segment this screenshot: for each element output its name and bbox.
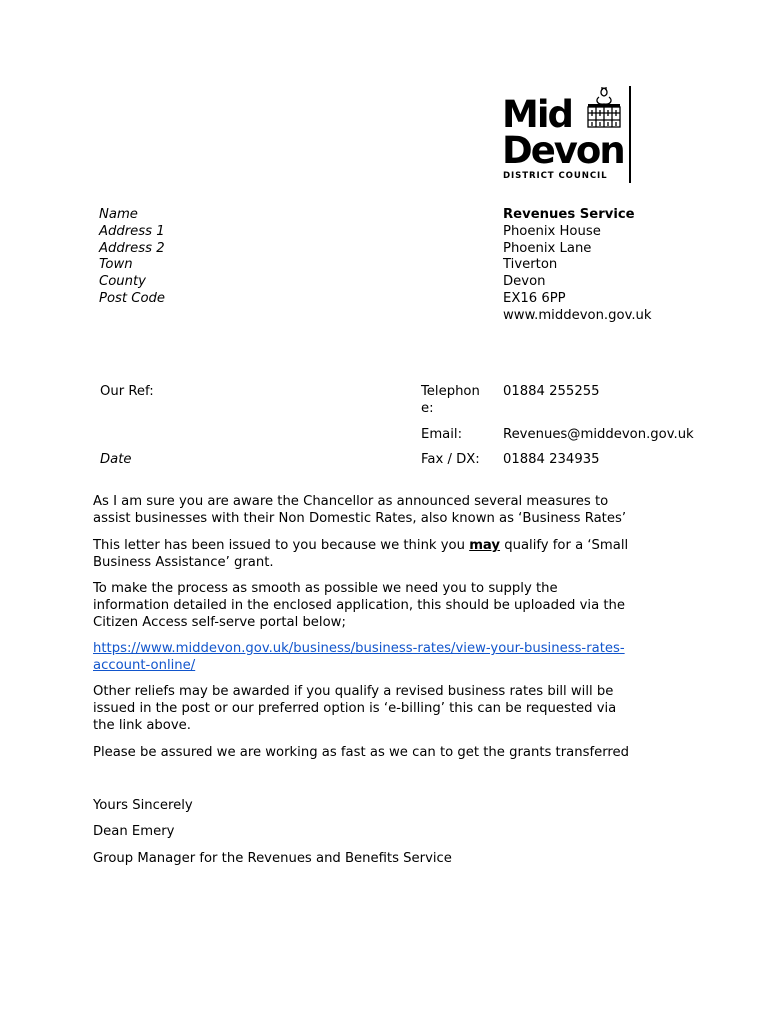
our-ref-label: Our Ref: xyxy=(100,384,154,399)
paragraph-text: This letter has been issued to you because we think you xyxy=(93,538,470,553)
paragraph-line: Business Assistance’ grant. xyxy=(93,554,274,570)
telephone-label xyxy=(421,384,480,418)
logo-text-mid: Mid xyxy=(502,93,572,136)
council-crest-icon xyxy=(585,86,623,130)
paragraph-instructions xyxy=(93,581,693,631)
signatory-title: Group Manager for the Revenues and Benefits Service xyxy=(93,851,452,866)
email-label: Email: xyxy=(421,427,463,442)
sender-building: Phoenix House xyxy=(503,223,601,239)
sender-website: www.middevon.gov.uk xyxy=(503,307,652,323)
fax-value: 01884 234935 xyxy=(503,452,600,467)
sender-town: Tiverton xyxy=(503,257,558,273)
recipient-address xyxy=(99,207,165,308)
portal-link[interactable] xyxy=(93,641,693,675)
portal-link-line-2[interactable]: account-online/ xyxy=(93,657,196,673)
recipient-county: County xyxy=(99,274,146,290)
telephone-label-line-2: e: xyxy=(421,400,434,416)
portal-link-line-1[interactable]: https://www.middevon.gov.uk/business/business-rates/view-your-business-rates- xyxy=(93,641,625,656)
sender-street: Phoenix Lane xyxy=(503,240,592,256)
paragraph-line: To make the process as smooth as possible we need you to supply the xyxy=(93,581,558,596)
paragraph-eligibility xyxy=(93,538,693,572)
paragraph-reliefs xyxy=(93,684,693,734)
paragraph-line: As I am sure you are aware the Chancellor as announced several measures to xyxy=(93,494,609,509)
fax-label: Fax / DX: xyxy=(421,452,480,467)
paragraph-chancellor xyxy=(93,494,693,528)
email-value: Revenues@middevon.gov.uk xyxy=(503,427,694,442)
sender-department: Revenues Service xyxy=(503,207,635,222)
paragraph-line: the link above. xyxy=(93,717,191,733)
telephone-value: 01884 255255 xyxy=(503,384,600,399)
recipient-address-2: Address 2 xyxy=(99,240,165,256)
signatory-name: Dean Emery xyxy=(93,824,175,839)
paragraph-line: Citizen Access self-serve portal below; xyxy=(93,614,346,630)
logo-subtitle: DISTRICT COUNCIL xyxy=(503,171,608,181)
sender-address xyxy=(503,207,652,325)
paragraph-line: Other reliefs may be awarded if you qualify a revised business rates bill will be xyxy=(93,684,614,699)
recipient-town: Town xyxy=(99,257,133,273)
date-label: Date xyxy=(100,452,132,467)
recipient-postcode: Post Code xyxy=(99,290,166,306)
paragraph-text: qualify for a ‘Small xyxy=(500,538,629,553)
paragraph-line: issued in the post or our preferred option is ‘e-billing’ this can be requested via xyxy=(93,700,617,716)
council-logo xyxy=(502,86,632,184)
recipient-address-1: Address 1 xyxy=(99,223,165,239)
paragraph-assurance: Please be assured we are working as fast as we can to get the grants transferred xyxy=(93,745,630,760)
closing-salutation: Yours Sincerely xyxy=(93,798,193,813)
emphasis-may: may xyxy=(469,538,501,553)
paragraph-line: assist businesses with their Non Domestic Rates, also known as ‘Business Rates’ xyxy=(93,510,627,526)
logo-divider xyxy=(629,86,631,183)
paragraph-line: information detailed in the enclosed application, this should be uploaded via the xyxy=(93,597,626,613)
sender-county: Devon xyxy=(503,274,546,290)
telephone-label-line-1: Telephon xyxy=(421,384,480,399)
recipient-name: Name xyxy=(99,207,138,222)
sender-postcode: EX16 6PP xyxy=(503,290,566,306)
logo-text-devon: Devon xyxy=(502,129,624,172)
